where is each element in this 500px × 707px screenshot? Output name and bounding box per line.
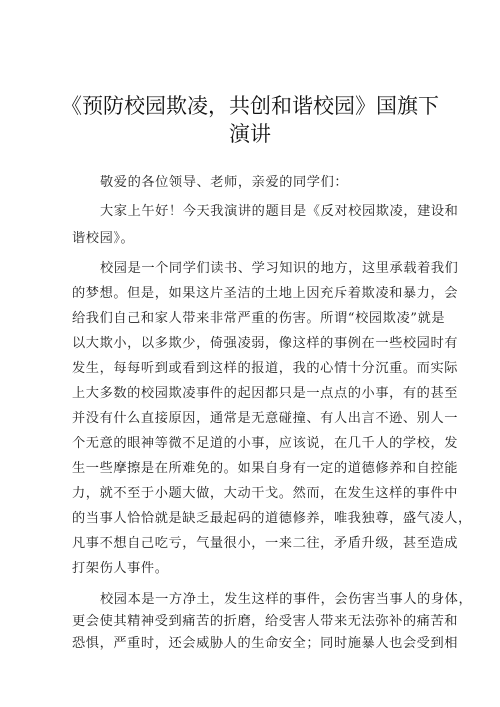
paragraph-line: 恐惧，严重时，还会威胁人的生命安全；同时施暴人也会受到相 [72,636,459,651]
paragraph-line: 的梦想。但是，如果这片圣洁的土地上因充斥着欺凌和暴力，会 [72,286,459,301]
paragraph-line: 生一些摩擦是在所难免的。如果自身有一定的道德修养和自控能 [72,461,459,476]
paragraph-line: 上大多数的校园欺凌事件的起因都只是一点点的小事，有的甚至 [72,386,459,401]
paragraph-line: 凡事不想自己吃亏，气量很小，一来二往，矛盾升级，甚至造成 [72,536,459,551]
greeting-line: 大家上午好！今天我演讲的题目是《反对校园欺凌，建设和 [100,204,459,219]
paragraph-line: 的当事人恰恰就是缺乏最起码的道德修养，唯我独尊，盛气凌人， [72,511,472,526]
paragraph-line: 校园本是一方净土，发生这样的事件，会伤害当事人的身体， [100,592,473,607]
paragraph-line: 更会使其精神受到痛苦的折磨，给受害人带来无法弥补的痛苦和 [72,614,459,629]
paragraph-line: 以大欺小，以多欺少，倚强凌弱，像这样的事例在一些校园时有 [72,336,459,351]
paragraph-line: 给我们自己和家人带来非常严重的伤害。所谓“校园欺凌”就是 [72,311,446,326]
document-title-line-2: 演讲 [229,122,271,146]
paragraph-line: 个无意的眼神等微不足道的小事，应该说，在几千人的学校，发 [72,436,459,451]
paragraph-line: 校园是一个同学们读书、学习知识的地方，这里承载着我们 [100,261,459,276]
paragraph-line: 发生，每每听到或看到这样的报道，我的心情十分沉重。而实际 [72,361,459,376]
greeting-line: 谐校园》。 [72,231,135,246]
paragraph-line: 并没有什么直接原因，通常是无意碰撞、有人出言不逊、别人一 [72,411,459,426]
document-title-line-1: 《预防校园欺凌，共创和谐校园》国旗下 [61,94,439,118]
paragraph-line: 力，就不至于小题大做，大动干戈。然而，在发生这样的事件中 [72,486,459,501]
salutation-line: 敬爱的各位领导、老师，亲爱的同学们： [100,175,349,190]
paragraph-line: 打架伤人事件。 [72,561,169,576]
